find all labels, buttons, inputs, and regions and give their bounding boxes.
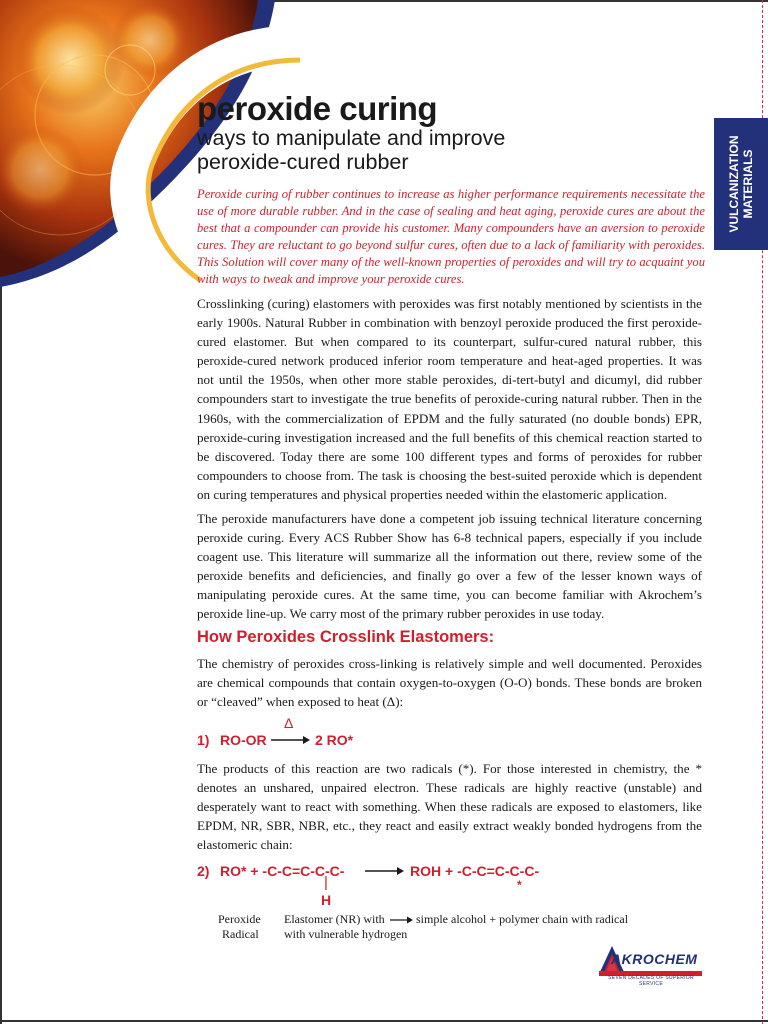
- body-paragraph-chemistry: The chemistry of peroxides cross-linking is relatively simple and well documented. Peroxides are chemical compounds that contain oxygen-to-oxygen (O-O) bonds. These bonds are broken or “cleaved” when exposed to heat (Δ):: [197, 656, 702, 710]
- reaction-arrow-icon: [271, 734, 311, 746]
- caption-arrow-icon: [390, 915, 414, 925]
- intro-paragraph: Peroxide curing of rubber continues to increase as higher performance requirements necessitate the use of more durable rubber. And in the case of sealing and heat aging, peroxide cures are about the best that a compounder can provide his customer. Many compounders have an aversion to peroxide cures. They are reluctant to go beyond sulfur cures, often due to a lack of familiarity with peroxides. This Solution will cover many of the well-known properties of peroxides and will try to acquaint you with ways to tweak and improve your peroxide cures.: [197, 187, 705, 286]
- article-subtitle: [197, 126, 577, 174]
- body-paragraph-history: Crosslinking (curing) elastomers with peroxides was first notably mentioned by scientists in the early 1900s. Natural Rubber in combination with benzoyl peroxide produced the first peroxide-cured elastomer. But when compared to its counterpart, sulfur-cured natural rubber, this peroxide-cured network produced inferior room temperature and heat-aged properties. It was not until the 1950s, when other more stable peroxides, di-tert-butyl and dicumyl, did rubber compounders start to investigate the true benefits of peroxide-curing natural rubber. Then in the 1960s, with the commercialization of EPDM and the fully saturated (no double bonds) EPR, peroxide-curing investigation increased and the full benefits of this chemical reaction started to be discovered. Today there are some 100 different types and forms of peroxides for rubber compounders to choose from. The task is choosing the best-suited peroxide which is dependent on curing temperatures and physical properties needed within the elastomeric application.: [197, 296, 702, 502]
- akrochem-logo-wordmark: AKROCHEM: [611, 951, 698, 967]
- section-tab-label: [727, 135, 755, 232]
- caption-peroxide-line-2: Radical: [222, 927, 259, 941]
- article-title: peroxide curing: [197, 90, 438, 127]
- subtitle-line-1: ways to manipulate and improve: [197, 126, 506, 150]
- body-paragraph-radicals: The products of this reaction are two radicals (*). For those interested in chemistry, the * denotes an unshared, unpaired electron. These radicals are highly reactive (unstable) and desperately want to react with something. When these radicals are exposed to elastomers, like EPDM, NR, SBR, NBR, etc., they react and easily extract weakly bonded hydrogens from the elastomeric chain:: [197, 761, 702, 853]
- subtitle-line-2: peroxide-cured rubber: [197, 150, 409, 174]
- section-tab-line-2: MATERIALS: [741, 149, 755, 219]
- equation-2-radical-star: *: [517, 878, 522, 892]
- equation-2-bond-bar: |: [324, 874, 328, 891]
- equation-1-heat-symbol: Δ: [284, 715, 294, 731]
- akrochem-logo-tagline: SEVEN DECADES OF SUPERIOR SERVICE: [608, 975, 694, 987]
- caption-peroxide-line-1: Peroxide: [218, 912, 261, 926]
- section-heading: How Peroxides Crosslink Elastomers:: [197, 628, 495, 646]
- equation-2-product: ROH + -C-C=C-C-C-: [410, 863, 540, 879]
- page-border-bottom: [0, 1020, 768, 1022]
- caption-elastomer-line-1: Elastomer (NR) with: [284, 912, 385, 926]
- equation-2-hydrogen: H: [321, 892, 332, 908]
- equation-1-product: 2 RO*: [315, 732, 354, 748]
- reaction-arrow-icon: [365, 865, 405, 877]
- caption-result: simple alcohol + polymer chain with radical: [416, 912, 629, 926]
- equation-1-reactant: RO-OR: [220, 732, 267, 748]
- equation-2-reactant: RO* + -C-C=C-C-C-: [220, 863, 345, 879]
- body-paragraph-literature: The peroxide manufacturers have done a competent job issuing technical literature concerning peroxide curing. Every ACS Rubber Show has 6-8 technical papers, especially if you include coagent use. This literature will summarize all the information out there, review some of the peroxide benefits and deficiencies, and finally go over a few of the lesser known ways of manipulating peroxide cures. At the same time, you can become familiar with Akrochem’s peroxide line-up. We carry most of the primary rubber peroxides in use today.: [197, 511, 702, 622]
- equation-2-number: 2): [197, 863, 210, 879]
- section-tab-line-1: VULCANIZATION: [727, 135, 741, 233]
- equation-1-number: 1): [197, 732, 210, 748]
- caption-elastomer-line-2: with vulnerable hydrogen: [284, 927, 408, 941]
